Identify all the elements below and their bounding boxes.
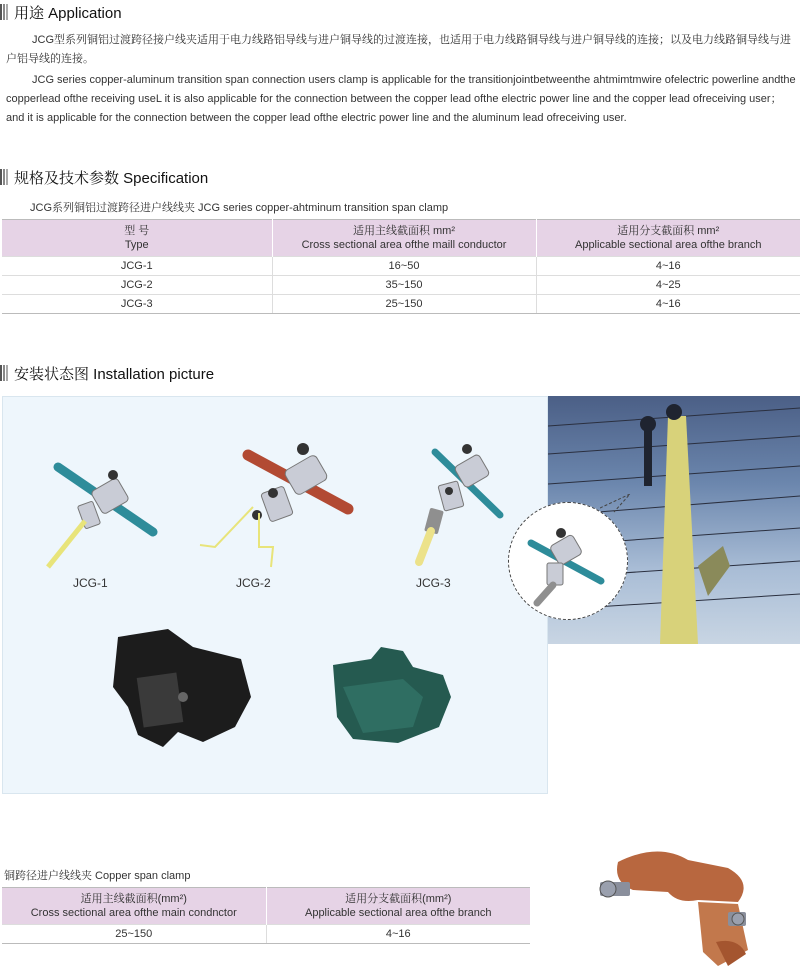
table-cell: 25~150 xyxy=(272,295,536,314)
specification-heading: 规格及技术参数 Specification xyxy=(0,167,208,187)
column-header: 适用主线截面积 mm² Cross sectional area ofthe maill conductor xyxy=(272,220,536,257)
table-cell: 4~16 xyxy=(266,925,530,944)
jcg-2-clamp-image xyxy=(200,443,348,567)
application-text-en: JCG series copper-aluminum transition span connection users clamp is applicable for the transitionjointbetweenthe ahtmimtmwire ofelectric powerline andthe copperlead ofthe receiving useL it is also applicable for the connection between the copper lead ofthe electric power line and the copper lead ofreceiving user； and it is applicable for the connection between the copper lead ofthe electric power line and the aluminum lead ofreceiving user. xyxy=(6,74,796,124)
copper-clamp-image xyxy=(578,842,778,972)
heading-bars-icon xyxy=(0,4,8,20)
green-cover-image xyxy=(333,647,451,743)
column-header: 适用分支截面积 mm² Applicable sectional area ofthe branch xyxy=(536,220,800,257)
column-header: 型 号 Type xyxy=(2,220,272,257)
table-cell: JCG-2 xyxy=(2,276,272,295)
table-cell: JCG-1 xyxy=(2,257,272,276)
heading-bars-icon xyxy=(0,365,8,381)
black-cover-image xyxy=(113,629,251,747)
jcg-2-label: JCG-2 xyxy=(236,576,271,590)
table-cell: 16~50 xyxy=(272,257,536,276)
installation-heading: 安装状态图 Installation picture xyxy=(0,363,214,383)
table-cell: 4~25 xyxy=(536,276,800,295)
table-row xyxy=(2,276,800,295)
copper-clamp-table xyxy=(2,887,530,944)
spec-table xyxy=(2,219,800,314)
zoom-callout xyxy=(508,502,628,620)
table-cell: 4~16 xyxy=(536,257,800,276)
copper-table-header xyxy=(2,888,530,925)
jcg-3-clamp-image xyxy=(419,444,500,562)
copper-clamp-caption: 铜跨径进户线线夹 Copper span clamp xyxy=(4,870,191,882)
table-cell: 35~150 xyxy=(272,276,536,295)
table-cell: 4~16 xyxy=(536,295,800,314)
table-row xyxy=(2,295,800,314)
heading-bars-icon xyxy=(0,169,8,185)
column-header: 适用分支截面积(mm²) Applicable sectional area ofthe branch xyxy=(266,888,530,925)
application-heading: 用途 Application xyxy=(0,2,122,22)
table-cell: 25~150 xyxy=(2,925,266,944)
table-row xyxy=(2,925,530,944)
installation-panel xyxy=(2,396,548,794)
jcg-1-clamp-image xyxy=(48,467,153,567)
application-text-cn: JCG型系列铜铝过渡跨径接户线夹适用于电力线路铝导线与进户铜导线的过渡连接，也适用于电力线路铜导线与进户铜导线的连接；以及电力线路铜导线与进户铝导线的连接。 xyxy=(6,34,791,65)
table-cell: JCG-3 xyxy=(2,295,272,314)
spec-table-caption: JCG系列铜铝过渡跨径进户线线夹 JCG series copper-ahtminum transition span clamp xyxy=(30,202,449,214)
column-header: 适用主线截面积(mm²) Cross sectional area ofthe main condnctor xyxy=(2,888,266,925)
callout-pointer xyxy=(600,494,640,514)
jcg-1-label: JCG-1 xyxy=(73,576,108,590)
table-row xyxy=(2,257,800,276)
spec-table-header xyxy=(2,220,800,257)
jcg-3-label: JCG-3 xyxy=(416,576,451,590)
clamp-illustrations xyxy=(3,397,549,795)
